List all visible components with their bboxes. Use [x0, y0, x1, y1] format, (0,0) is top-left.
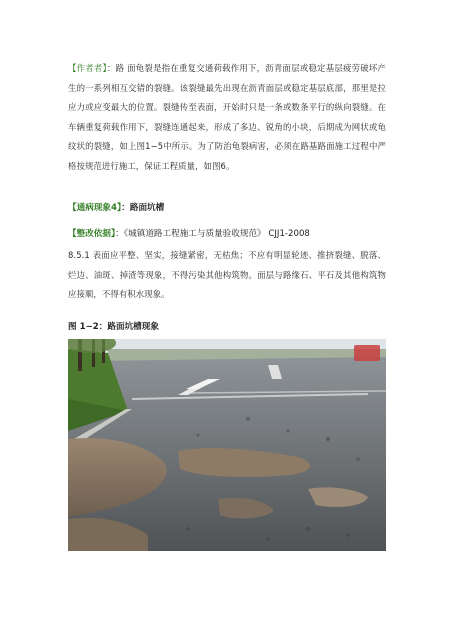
figure-caption-label: 图 1−2: [68, 322, 99, 332]
paragraph-standard: [68, 246, 386, 305]
basis-heading-label: 【整改依据】: [68, 229, 116, 239]
pothole-road-photo: [68, 339, 386, 551]
figure-caption-text: ：路面坑槽现象: [98, 322, 159, 332]
basis-heading: [68, 228, 310, 240]
problem-heading-text: ：路面坑槽: [121, 203, 165, 213]
figure-caption: [68, 321, 159, 333]
problem-heading-label: 【通病现象4】: [68, 203, 122, 213]
paragraph-description-text: ：路 面龟裂是指在重复交通荷载作用下，沥青面层或稳定基层疲劳破坏产生的一系列相互交错的裂缝。该裂缝最先出现在沥青面层或稳定基层底部，那里是拉应力或应变最大的位置。裂缝传至表面，开始时只是一条或数条平行的纵向裂缝。在车辆重复荷载作用下，裂缝连通起来，形成了多边、锐角的小块，后期成为网状或龟纹状的裂缝，如上图1−5中所示。为了防治龟裂病害，必须在路基路面施工过程中严格按规范进行施工，保证工程质量，如图6。: [68, 63, 386, 171]
paragraph-description: [68, 59, 386, 176]
paragraph-standard-text: 8.5.1 表面应平整、坚实，接缝紧密，无枯焦；不应有明显轮迹、推挤裂缝、脱落、烂边、油斑、掉渣等现象，不得污染其他构筑物。面层与路缘石、平石及其他构筑物应接顺，不得有积水现象。: [68, 250, 386, 299]
basis-heading-text: ：《城镇道路工程施工与质量验收规范》 CJJ1-2008: [115, 229, 310, 239]
author-label: 【作者者】: [68, 63, 107, 73]
problem-heading: [68, 202, 164, 214]
photo-illustration: [68, 339, 386, 551]
